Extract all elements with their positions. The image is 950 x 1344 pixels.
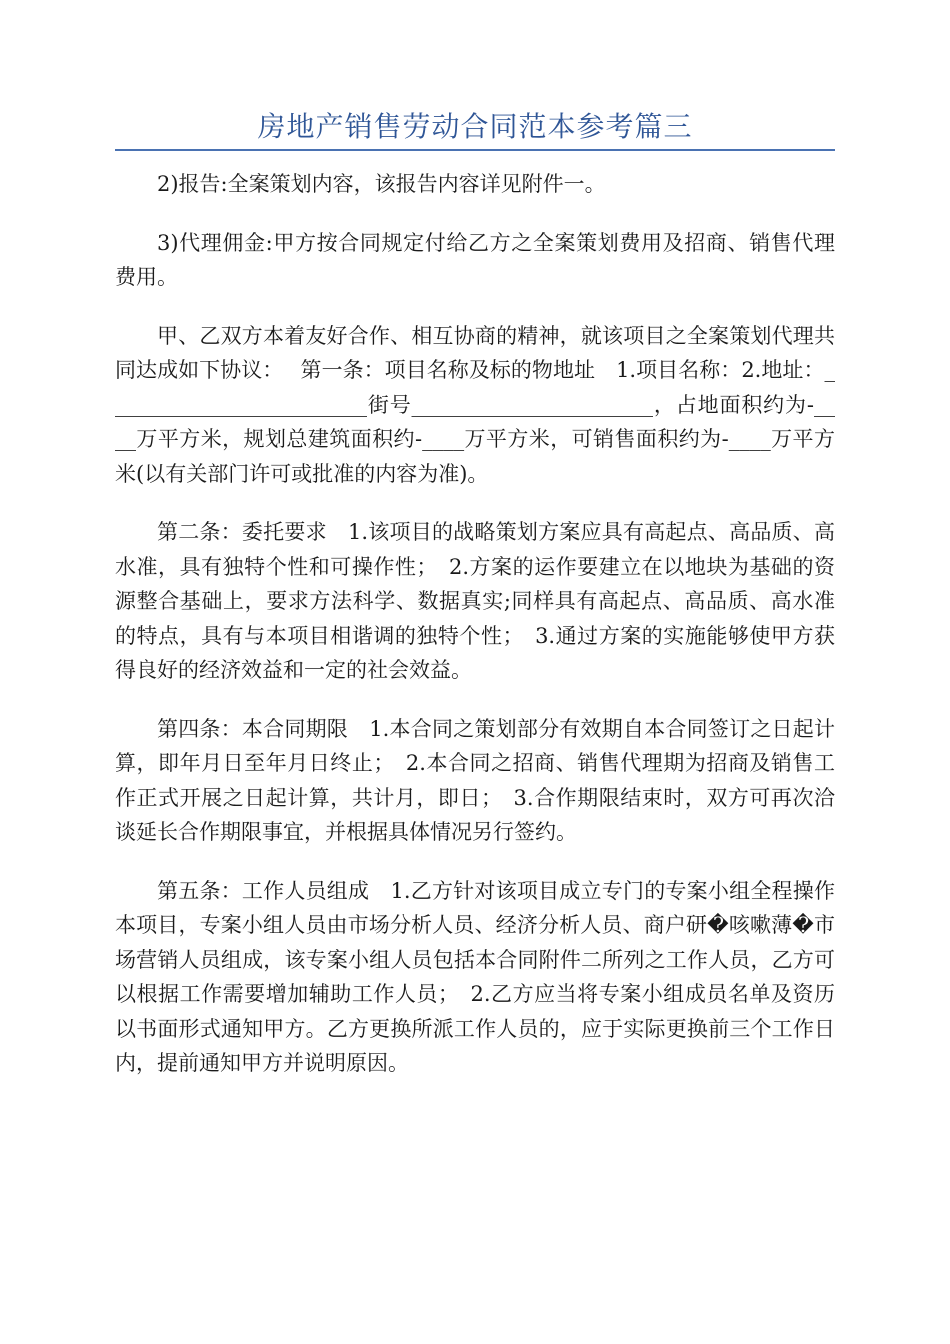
paragraph-commission: 3)代理佣金:甲方按合同规定付给乙方之全案策划费用及招商、销售代理费用。	[115, 230, 835, 289]
document-body	[115, 167, 835, 1081]
paragraph-article-5: 第五条：工作人员组成 1.乙方针对该项目成立专门的专案小组全程操作本项目，专案小组人员由市场分析人员、经济分析人员、商户研�咳嗽薄�市场营销人员组成，该专案小组人员包括本合同附件二所列之工作人员，乙方可以根据工作需要增加辅助工作人员； 2.乙方应当将专案小组成员名单及资历以书面形式通知甲方。乙方更换所派工作人员的，应于实际更换前三个工作日内，提前通知甲方并说明原因。	[115, 878, 835, 1075]
paragraph-agreement-article-1: 甲、乙双方本着友好合作、相互协商的精神，就该项目之全案策划代理共同达成如下协议： 第一条：项目名称及标的物地址 1.项目名称：2.地址：_________________________街号_______________________，占地面积约为-____万平方米，规划总建筑面积约-____万平方米，可销售面积约为-____万平方米(以有关部门许可或批准的内容为准)。	[115, 323, 835, 486]
document-page	[115, 105, 835, 1105]
paragraph-article-4: 第四条：本合同期限 1.本合同之策划部分有效期自本合同签订之日起计算，即年月日至年月日终止； 2.本合同之招商、销售代理期为招商及销售工作正式开展之日起计算，共计月，即日； 3.合作期限结束时，双方可再次洽谈延长合作期限事宜，并根据具体情况另行签约。	[115, 716, 835, 844]
document-title: 房地产销售劳动合同范本参考篇三	[115, 105, 835, 151]
paragraph-article-2: 第二条：委托要求 1.该项目的战略策划方案应具有高起点、高品质、高水准，具有独特个性和可操作性； 2.方案的运作要建立在以地块为基础的资源整合基础上，要求方法科学、数据真实;同样具有高起点、高品质、高水准的特点，具有与本项目相谐调的独特个性； 3.通过方案的实施能够使甲方获得良好的经济效益和一定的社会效益。	[115, 520, 835, 682]
paragraph-report: 2)报告:全案策划内容，该报告内容详见附件一。	[157, 172, 606, 196]
